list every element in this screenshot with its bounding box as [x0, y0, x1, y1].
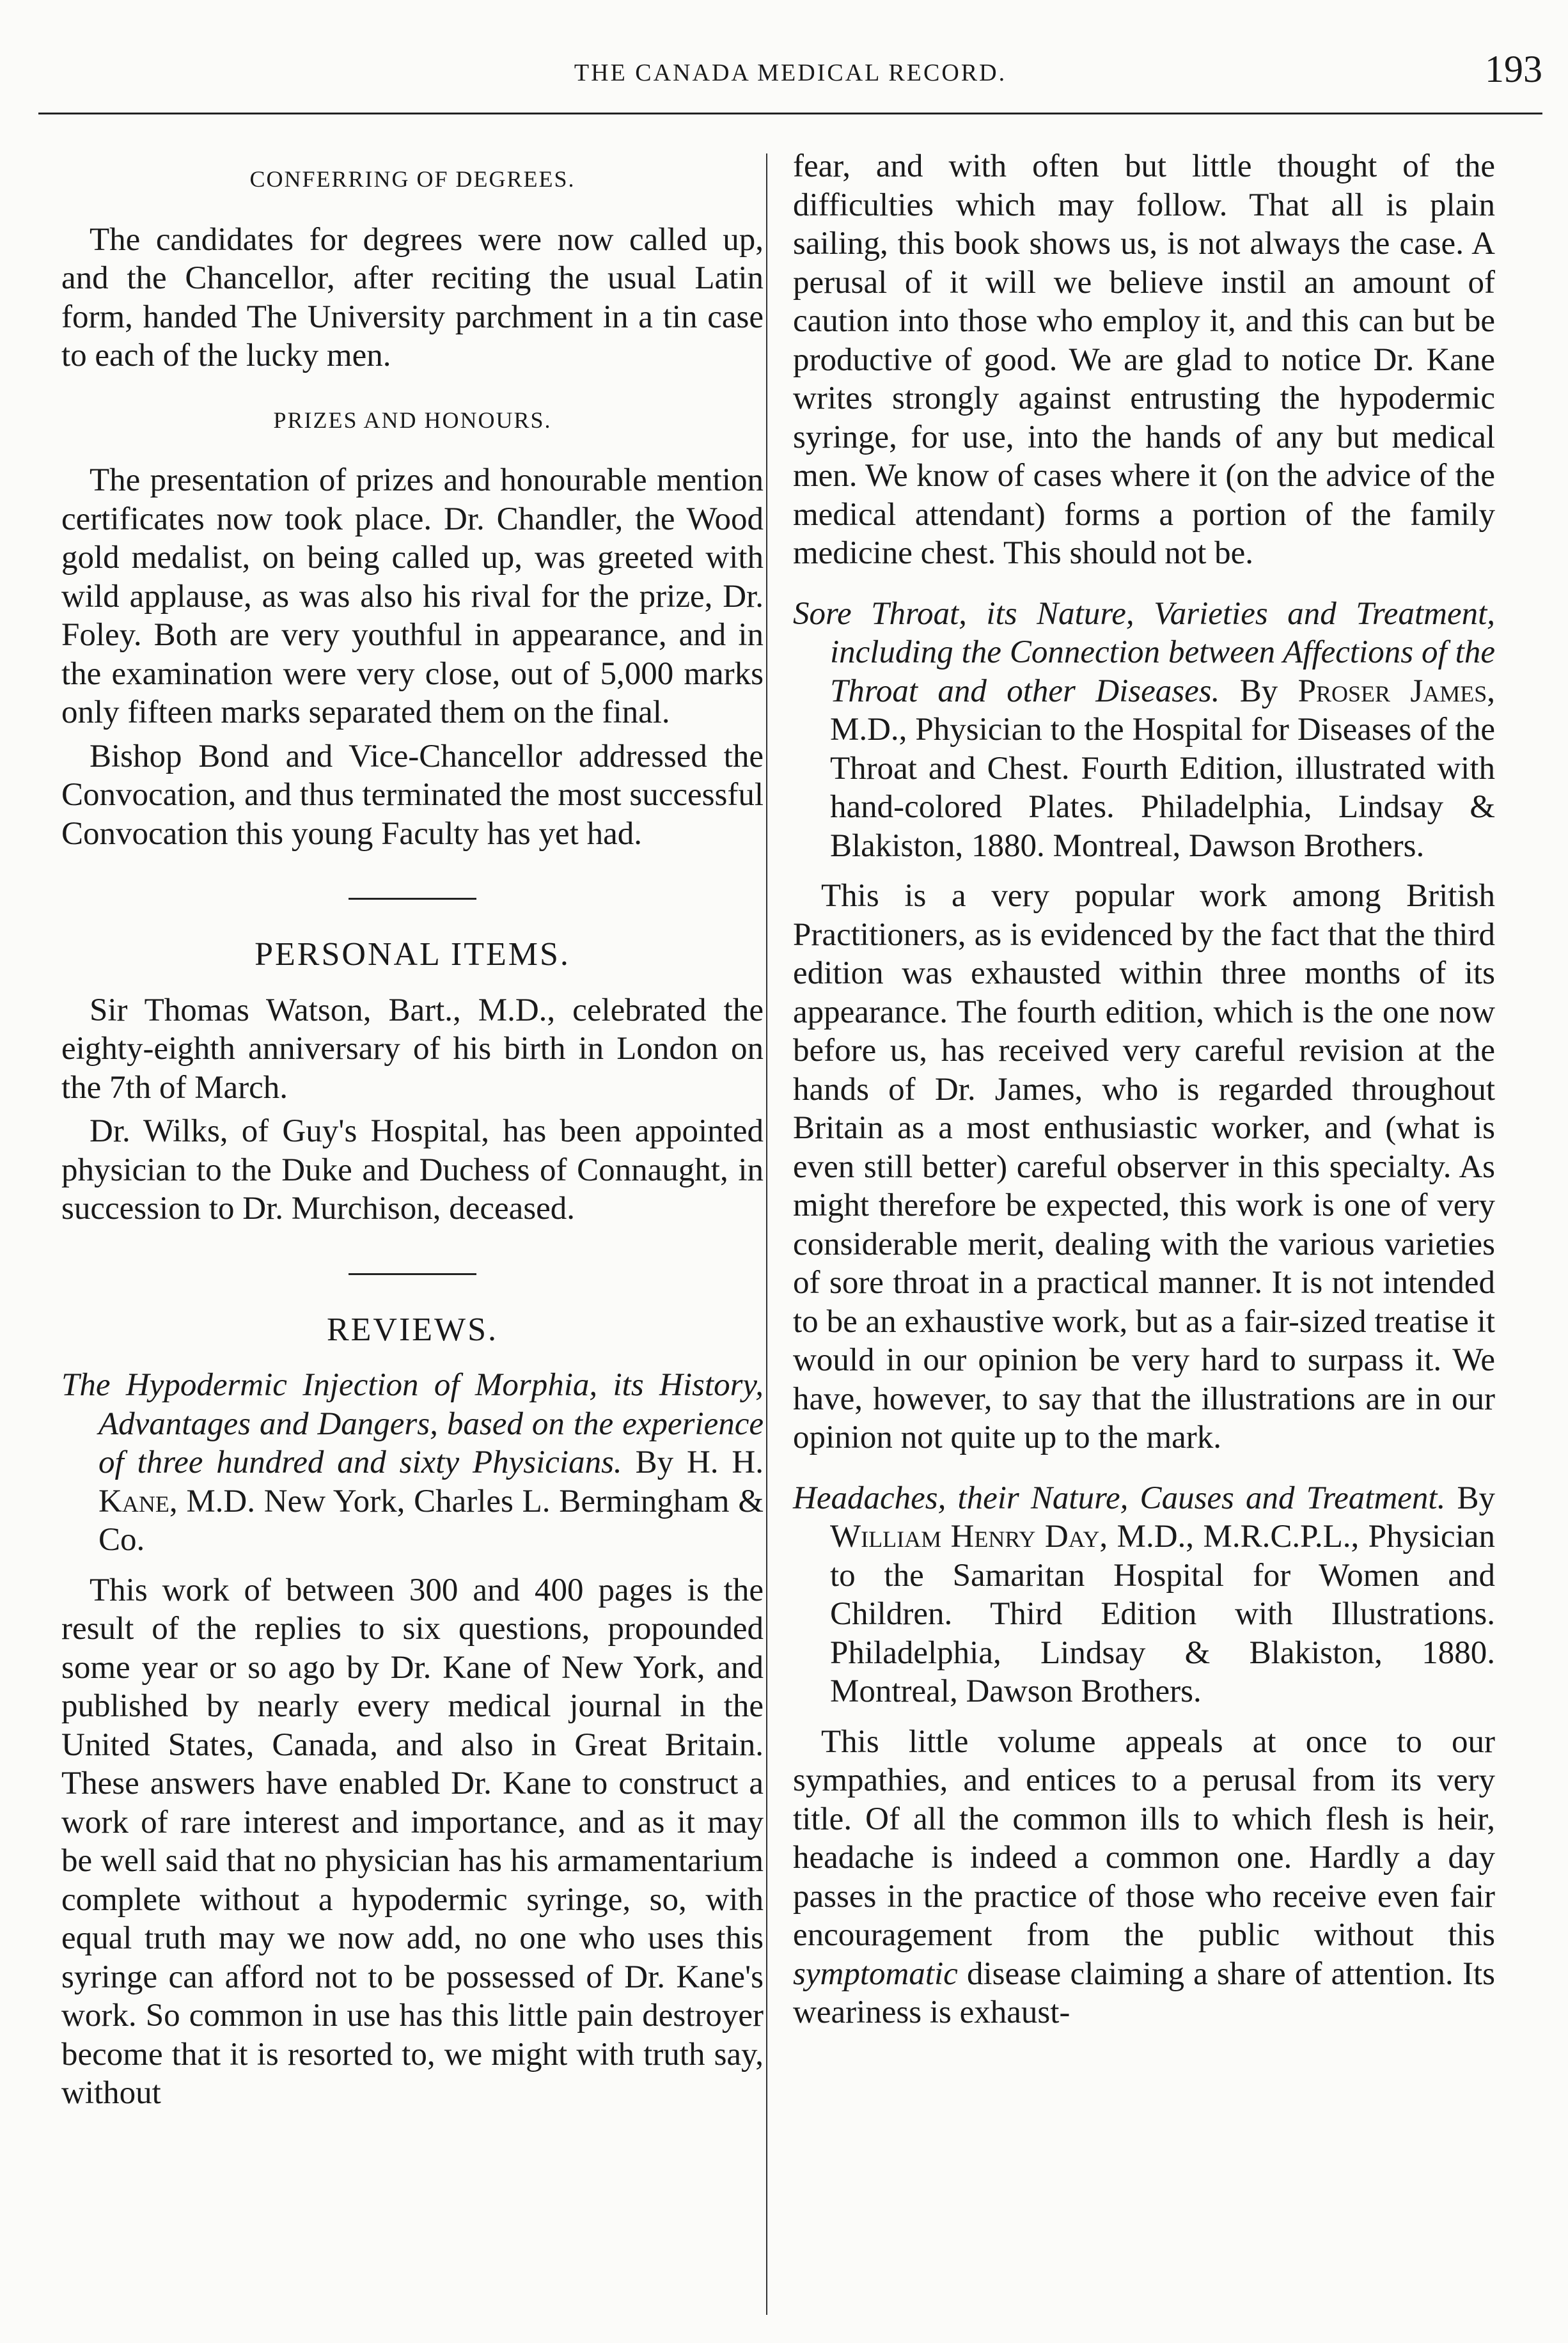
reviews-heading: REVIEWS.: [326, 1311, 499, 1348]
review-citation-james: [793, 595, 1495, 866]
review-by: By: [635, 1445, 674, 1480]
review-by: By: [1457, 1480, 1495, 1516]
review-author: Proser James: [1298, 673, 1487, 709]
review-publisher: , M.D., M.R.C.P.L., Physician to the Samaritan Hospital for Women and Children. Third Edition with Illustrations. Philadelphia, Lindsay & Blakiston, 1880. Montreal, Dawson Brothers.: [830, 1519, 1496, 1709]
prizes-heading: PRIZES AND HONOURS.: [273, 407, 552, 433]
column-divider: [766, 153, 767, 2315]
prizes-paragraph-2: Bishop Bond and Vice-Chancellor addressed the Convocation, and thus terminated the most successful Convocation this young Faculty has yet had.: [61, 738, 764, 852]
left-column: [61, 147, 764, 2118]
review-publisher: , M.D., Physician to the Hospital for Diseases of the Throat and Chest. Fourth Edition, illustrated with hand-colored Plates. Philadelphia, Lindsay & Blakiston, 1880. Montreal, Dawson Brothers.: [830, 673, 1495, 864]
page-number: 193: [1485, 48, 1542, 90]
prizes-paragraph-1: The presentation of prizes and honourable mention certificates now took place. Dr. Chandler, the Wood gold medalist, on being called up, was greeted with wild applause, as was also his rival for the prize, Dr. Foley. Both are very youthful in appearance, and in the examination were very close, out of 5,000 marks only fifteen marks separated them on the final.: [61, 462, 764, 730]
personal-item-watson: Sir Thomas Watson, Bart., M.D., celebrated the eighty-eighth anniversary of his birth in London on the 7th of March.: [61, 992, 764, 1106]
review-by: By: [1239, 673, 1278, 709]
review-body-day-emphasis: symptomatic: [793, 1955, 958, 1992]
running-title: THE CANADA MEDICAL RECORD.: [574, 59, 1007, 86]
review-body-day-text: This little volume appeals at once to our sympathies, and entices to a perusal from its very title. Of all the common ills to which flesh is heir, headache is indeed a common one. Hardly a day passes in the practice of those who receive even fair encouragement from the public without this: [793, 1723, 1495, 1953]
section-divider: [349, 898, 476, 900]
review-body-day-text-end: disease claiming a share of attention. Its weariness is exhaust-: [793, 1955, 1495, 2030]
review-author: William Henry Day: [830, 1519, 1100, 1555]
review-body-james: This is a very popular work among British Practitioners, as is evidenced by the fact that the third edition was exhausted within three months of its appearance. The fourth edition, which is the one now before us, has received very careful revision at the hands of Dr. James, who is regarded throughout Britain as a most enthusiastic worker, and (what is even still better) careful observer in this specialty. As might therefore be expected, this work is one of very considerable merit, dealing with the various varieties of sore throat in a practical manner. It is not intended to be an exhaustive work, but as a fair-sized treatise it would in our opinion be very hard to surpass it. We have, however, to say that the illustrations are in our opinion not quite up to the mark.: [793, 878, 1495, 1455]
review-author: H. H. Kane: [98, 1445, 764, 1519]
review-body-kane: This work of between 300 and 400 pages is the result of the replies to six questions, propounded some year or so ago by Dr. Kane of New York, and published by nearly every medical journal in the United States, Canada, and also in Great Britain. These answers have enabled Dr. Kane to construct a work of rare interest and importance, and as it may be well said that no physician has his armamentarium complete without a hypodermic syringe, so, with equal truth may we now add, no one who uses this syringe can afford not to be possessed of Dr. Kane's work. So common in use has this little pain destroyer become that it is resorted to, we might with truth say, without: [61, 1572, 764, 2111]
right-column: [793, 147, 1495, 2037]
review-citation-day: [793, 1479, 1495, 1711]
personal-items-heading: PERSONAL ITEMS.: [255, 936, 570, 973]
review-title: Sore Throat, its Nature, Varieties and Treatment, including the Connection between Affections of the Throat and other Diseases.: [793, 595, 1495, 709]
review-title: The Hypodermic Injection of Morphia, its History, Advantages and Dangers, based on the experience of three hundred and sixty Physicians.: [61, 1367, 764, 1480]
review-title: Headaches, their Nature, Causes and Treatment.: [793, 1480, 1446, 1516]
header-rule: [38, 113, 1542, 114]
review-publisher: , M.D. New York, Charles L. Bermingham & Co.: [98, 1483, 764, 1558]
review-body-day: [793, 1723, 1495, 2032]
personal-item-wilks: Dr. Wilks, of Guy's Hospital, has been appointed physician to the Duke and Duchess of Connaught, in succession to Dr. Murchison, deceased.: [61, 1113, 764, 1226]
running-head: [38, 45, 1542, 102]
conferring-paragraph: The candidates for degrees were now called up, and the Chancellor, after reciting the usual Latin form, handed The University parchment in a tin case to each of the lucky men.: [61, 221, 764, 373]
review-citation-kane: [61, 1366, 764, 1560]
conferring-heading: CONFERRING OF DEGREES.: [249, 166, 576, 192]
section-divider: [349, 1273, 476, 1275]
review-body-kane-continued: fear, and with often but little thought of the difficulties which may follow. That all is plain sailing, this book shows us, is not always the case. A perusal of it will we believe instil an amount of caution into those who employ it, and this can but be productive of good. We are glad to notice Dr. Kane writes strongly against entrusting the hypodermic syringe, for use, into the hands of any but medical men. We know of cases where it (on the advice of the medical attendant) forms a portion of the family medicine chest. This should not be.: [793, 148, 1495, 571]
